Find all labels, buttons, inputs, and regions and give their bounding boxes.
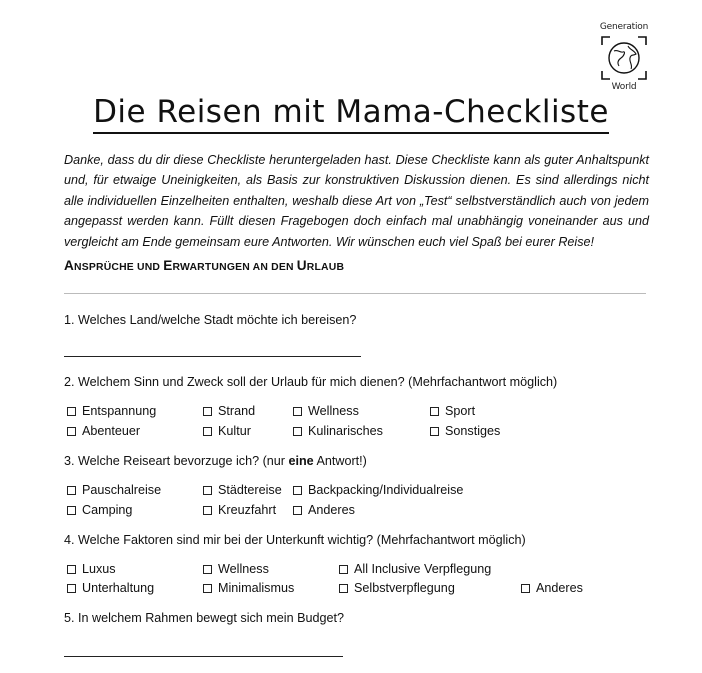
question-4: 4. Welche Faktoren sind mir bei der Unterkunft wichtig? (Mehrfachantwort möglich) <box>64 533 526 547</box>
checkbox-entspannung[interactable]: Entspannung <box>67 404 156 418</box>
checkbox-icon[interactable] <box>339 584 348 593</box>
checkbox-staedtereise[interactable]: Städtereise <box>203 483 282 497</box>
checkbox-icon[interactable] <box>203 486 212 495</box>
question-2: 2. Welchem Sinn und Zweck soll der Urlaub für mich dienen? (Mehrfachantwort möglich) <box>64 375 558 389</box>
intro-paragraph: Danke, dass du dir diese Checkliste heruntergeladen hast. Diese Checkliste kann als guter Anhaltspunkt und, für etwaige Uneinigkeiten, als Basis zur konstruktiven Diskussion dienen. Es sind allerdings nicht alle individuellen Einzelheiten enthalten, weshalb diese Art von „Test“ selbstverständlich auch von jedem angepasst werden kann. Füllt diesen Fragebogen doch einfach mal unabhängig voneinander aus und vergleicht am Ende gemeinsam eure Antworten. Wir wünschen euch viel Spaß bei eurer Reise! <box>64 153 649 249</box>
question-5: 5. In welchem Rahmen bewegt sich mein Budget? <box>64 611 345 625</box>
checkbox-icon[interactable] <box>203 565 212 574</box>
checkbox-minimalismus[interactable]: Minimalismus <box>203 581 294 595</box>
checkbox-unterhaltung[interactable]: Unterhaltung <box>67 581 154 595</box>
checkbox-icon[interactable] <box>430 407 439 416</box>
section-divider <box>64 293 646 294</box>
logo-bottom-text: World <box>611 82 637 92</box>
checkbox-luxus[interactable]: Luxus <box>67 562 116 576</box>
checkbox-icon[interactable] <box>67 565 76 574</box>
checkbox-icon[interactable] <box>203 407 212 416</box>
checkbox-wellness-unterkunft[interactable]: Wellness <box>203 562 269 576</box>
checkbox-pauschalreise[interactable]: Pauschalreise <box>67 483 161 497</box>
checkbox-sport[interactable]: Sport <box>430 404 475 418</box>
answer-line-1[interactable] <box>64 356 361 357</box>
checkbox-anderes-unterkunft[interactable]: Anderes <box>521 581 583 595</box>
checkbox-camping[interactable]: Camping <box>67 503 132 517</box>
checkbox-icon[interactable] <box>67 407 76 416</box>
checkbox-wellness[interactable]: Wellness <box>293 404 359 418</box>
generation-world-logo <box>598 22 650 94</box>
checkbox-backpacking[interactable]: Backpacking/Individualreise <box>293 483 463 497</box>
checkbox-anderes-reiseart[interactable]: Anderes <box>293 503 355 517</box>
checkbox-kultur[interactable]: Kultur <box>203 424 251 438</box>
page-title: Die Reisen mit Mama-Checkliste <box>0 94 702 130</box>
checkbox-icon[interactable] <box>67 486 76 495</box>
checkbox-strand[interactable]: Strand <box>203 404 255 418</box>
checkbox-icon[interactable] <box>293 407 302 416</box>
checkbox-icon[interactable] <box>430 427 439 436</box>
checkbox-icon[interactable] <box>293 486 302 495</box>
checkbox-kulinarisches[interactable]: Kulinarisches <box>293 424 383 438</box>
checkbox-icon[interactable] <box>203 427 212 436</box>
checkbox-icon[interactable] <box>203 506 212 515</box>
globe-icon <box>600 35 648 81</box>
checkbox-icon[interactable] <box>67 506 76 515</box>
checkbox-icon[interactable] <box>339 565 348 574</box>
answer-line-5[interactable] <box>64 656 343 657</box>
checkbox-icon[interactable] <box>67 427 76 436</box>
checkbox-selbstverpflegung[interactable]: Selbstverpflegung <box>339 581 455 595</box>
question-1: 1. Welches Land/welche Stadt möchte ich bereisen? <box>64 313 357 327</box>
checkbox-icon[interactable] <box>67 584 76 593</box>
checkbox-all-inclusive[interactable]: All Inclusive Verpflegung <box>339 562 491 576</box>
checkbox-icon[interactable] <box>203 584 212 593</box>
logo-top-text: Generation <box>599 22 649 32</box>
checkbox-icon[interactable] <box>521 584 530 593</box>
checkbox-icon[interactable] <box>293 506 302 515</box>
checkbox-icon[interactable] <box>293 427 302 436</box>
checkbox-kreuzfahrt[interactable]: Kreuzfahrt <box>203 503 276 517</box>
question-3: 3. Welche Reiseart bevorzuge ich? (nur eine Antwort!) <box>64 454 367 468</box>
checkbox-abenteuer[interactable]: Abenteuer <box>67 424 140 438</box>
checkbox-sonstiges[interactable]: Sonstiges <box>430 424 500 438</box>
section-heading: ANSPRÜCHE UND ERWARTUNGEN AN DEN URLAUB <box>64 258 345 273</box>
